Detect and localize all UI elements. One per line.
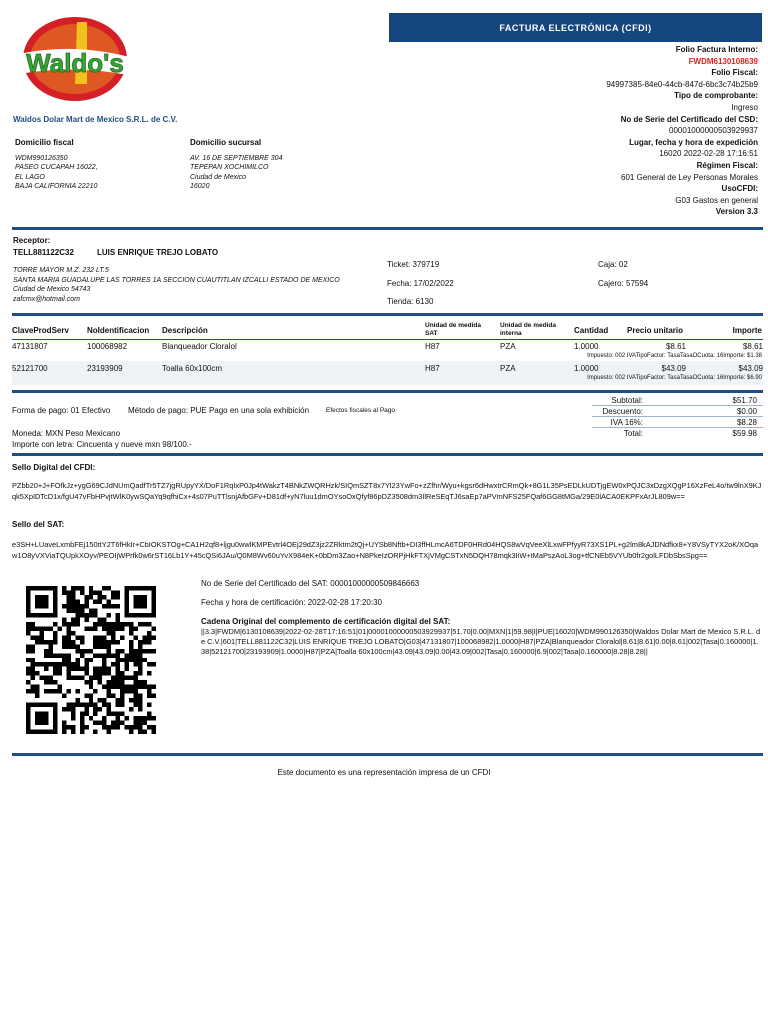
divider [12, 313, 763, 316]
address-line: zafcmx@hotmail.com [13, 295, 81, 303]
folio-interno-label: Folio Factura Interno: [675, 45, 758, 54]
metodo-pago: Método de pago: PUE Pago en una sola exhibición [128, 406, 310, 415]
cell-importe: $8.61 [742, 342, 763, 351]
divider [12, 227, 763, 230]
tipo-comprobante: Ingreso [731, 102, 758, 112]
divider [12, 753, 763, 756]
subtotal-value: $51.70 [732, 396, 757, 405]
totals-rule [592, 405, 763, 406]
lugar-fecha-label: Lugar, fecha y hora de expedición [629, 137, 758, 147]
table-rule [12, 339, 763, 340]
domicilio-fiscal-label: Domicilio fiscal [15, 138, 74, 147]
table-row [12, 364, 763, 374]
col-header-clave: ClaveProdServ [12, 326, 69, 335]
domicilio-sucursal-label: Domicilio sucursal [190, 138, 262, 147]
document-title-banner: FACTURA ELECTRÓNICA (CFDI) [389, 13, 762, 42]
totals-rule [592, 416, 763, 417]
tienda: Tienda: 6130 [387, 297, 434, 306]
cell-clave: 47131807 [12, 342, 48, 351]
fecha-certificacion: Fecha y hora de certificación: 2022-02-28 17:20:30 [201, 598, 383, 607]
sello-sat-value: e3SH+LUaveLxmbFEj150ttY2T6fHkIr+CbIOKSTOg+CA1H2qf8+ljgu0wwlKMPEvtrl4OEj29dZ3jz2ZRktm2tQj+UYSb8Nftb+DI3ffHLmcA6TDF0HRd04HQS8wVqVeeXlLxwFPfyyR73XS1PL+g2lm8kAJDNdfkx8+Y8VSyTYX2oK/XOqaw1O8yVXViaTQUpkXOyv/PEOIjWPrfk0w6rST16Lb1Y+45cQSi6JAu/Q0M8Wv60uYvX984eK+0bDm3Zao+N8PkeIzORPjHkFTXjVMgCSTxN5DQH78mqk3IiW+tMaPszAoL3og+tfCNEb5VYUb0fr2golLFDbSbsSpg== [12, 540, 759, 560]
descuento-label: Descuento: [602, 407, 643, 416]
totals-block [592, 394, 763, 440]
moneda: Moneda: MXN Peso Mexicano [12, 429, 121, 438]
folio-fiscal-label: Folio Fiscal: [711, 68, 758, 78]
importe-letra: Importe con letra: Cincuenta y nueve mxn 98/100.- [12, 440, 192, 449]
cajero: Cajero: 57594 [598, 279, 649, 288]
lugar-fecha: 16020 2022-02-28 17:16:51 [659, 149, 758, 159]
company-name: Waldos Dolar Mart de Mexico S.R.L. de C.V. [13, 115, 178, 124]
col-header-cantidad: Cantidad [574, 326, 609, 335]
fiscal-line: PASEO CUCAPAH 16022, [15, 164, 98, 171]
ticket: Ticket: 379719 [387, 260, 440, 269]
address-line: Ciudad de Mexico 54743 [13, 286, 91, 293]
receptor-label: Receptor: [13, 236, 51, 245]
cell-cantidad: 1.0000 [574, 364, 599, 373]
uso-cfdi-label: UsoCFDI: [721, 184, 758, 194]
cell-unidad-interna: PZA [500, 342, 516, 351]
cell-unidad-sat: H87 [425, 364, 440, 373]
caja: Caja: 02 [598, 260, 628, 269]
cadena-original: ||3.3|FWDM|6130108639|2022-02-28T17:16:51|01|00001000000503929937|51.70|0.00|MXN|1|59.98|I|PUE|16020|WDM990126350|Waldos Dolar Mart de Mexico S.R.L. de C.V.|601|TELL881122C32|LUIS ENRIQUE TREJO LOBATO|G03|47131807|100068982|1.0000|H87|PZA|Blanqueador Cloralol|8.61|8.61|0.00|8.61|002|Tasa|0.160000|1.38|52121700|23193909|1.0000|H87|PZA|Toalla 60x100cm|43.09|43.09|0.00|43.09|002|Tasa|0.160000|6.9|002|Tasa|0.160000|8.28|8.28|| [201, 627, 761, 656]
waldos-logo [15, 14, 135, 102]
fecha: Fecha: 17/02/2022 [387, 279, 454, 288]
branch-line: TEPEPAN XOCHIMILCO [190, 164, 269, 171]
domicilio-fiscal [15, 138, 98, 192]
domicilio-sucursal [190, 138, 282, 192]
table-row [12, 342, 763, 352]
divider [12, 453, 763, 456]
folio-fiscal: 94997385-84e0-44cb-847d-6bc3c74b25b9 [606, 79, 758, 89]
invoice-meta [606, 44, 758, 218]
cell-descripcion: Toalla 60x100cm [162, 364, 223, 373]
cell-precio: $43.09 [661, 364, 686, 373]
receptor-address [13, 266, 340, 304]
branch-line: 16020 [190, 183, 210, 190]
sello-cfdi-value: PZbb20+J+FOfkJz+ygG69CJdNUmQadfTr5TZ7jgRUpyYX/DoF1RqIxP0Jp4tWakzT4BNkZWQRHzk/SIQmSZT8x7Yl23YwFo+zZfhr/Wyu+kgsr6dHwxtrCRmQk+8G1L35PsEDLkUDTjgEW0xPQJC3xDzgXQgP16XzFeL4o/tw9lnX9KJqk5XpIDTcD1x/fgU47vFbHPvjtWlK0ywSQaYq9qfhiCx+4s07PuTTlsnjAfbGFv+D81df+yN7luu1dmOYsoOxQfyf86pDZ3508dm3IlReSEqTJ6saEp7aPVmNFS25FQaf6GG8tMGa/29E0lACA0EKPFxArJL809w== [12, 481, 762, 501]
cell-clave: 52121700 [12, 364, 48, 373]
tipo-comprobante-label: Tipo de comprobante: [674, 91, 758, 101]
receptor-name: LUIS ENRIQUE TREJO LOBATO [97, 248, 219, 257]
sello-cfdi-label: Sello Digital del CFDI: [12, 463, 96, 472]
csd-number: 00001000000503929937 [669, 126, 758, 136]
qr-code [26, 586, 156, 734]
col-header-noid: NoIdentificacion [87, 326, 150, 335]
regimen-label: Régimen Fiscal: [696, 160, 758, 170]
cell-importe: $43.09 [738, 364, 763, 373]
iva-label: IVA 16%: [610, 418, 643, 427]
receptor-rfc: TELL881122C32 [13, 248, 74, 257]
fiscal-line: BAJA CALIFORNIA 22210 [15, 183, 98, 190]
serie-certificado-sat: No de Serie del Certificado del SAT: 00001000000509846663 [201, 579, 420, 588]
tax-detail: Impuesto: 002 IVATipoFactor: TasaTasaOCuota: 16Importe: $6.90 [587, 375, 762, 381]
cell-cantidad: 1.0000 [574, 342, 599, 351]
col-header-unidad-sat: Unidad de medida SAT [425, 322, 481, 337]
divider [12, 390, 763, 393]
cell-descripcion: Blanqueador Cloralol [162, 342, 237, 351]
fiscal-line: WDM990126350 [15, 154, 68, 162]
address-line: TORRE MAYOR M.Z. 232 LT.5 [13, 267, 109, 274]
cell-noid: 23193909 [87, 364, 123, 373]
cell-unidad-sat: H87 [425, 342, 440, 351]
cell-unidad-interna: PZA [500, 364, 516, 373]
cadena-original-label: Cadena Original del complemento de certificación digital del SAT: [201, 617, 451, 626]
fiscal-line: EL LAGO [15, 173, 45, 181]
csd-label: No de Serie del Certificado del CSD: [620, 114, 758, 124]
efectos-fiscales: Efectos fiscales al Pago [326, 407, 396, 414]
folio-interno: FWDM6130108639 [688, 56, 758, 66]
col-header-descripcion: Descripción [162, 326, 208, 335]
version: Version 3.3 [715, 207, 758, 217]
regimen: 601 General de Ley Personas Morales [621, 172, 758, 182]
uso-cfdi: G03 Gastos en general [675, 195, 758, 205]
svg-text:Waldo's: Waldo's [26, 48, 124, 78]
total-value: $59.98 [732, 429, 757, 438]
col-header-importe: Importe [732, 326, 762, 335]
forma-pago: Forma de pago: 01 Efectivo [12, 406, 111, 415]
col-header-unidad-interna: Unidad de medida interna [500, 322, 556, 337]
tax-detail: Impuesto: 002 IVATipoFactor: TasaTasaOCuota: 16Importe: $1.38 [587, 353, 762, 359]
sello-sat-label: Sello del SAT: [12, 520, 65, 529]
branch-line: AV. 16 DE SEPTIEMBRE 304 [190, 154, 283, 162]
descuento-value: $0.00 [736, 407, 757, 416]
totals-rule [592, 427, 763, 428]
footer-note: Este documento es una representación impresa de un CFDI [277, 768, 491, 777]
iva-value: $8.28 [736, 418, 757, 427]
cell-precio: $8.61 [665, 342, 686, 351]
cell-noid: 100068982 [87, 342, 128, 351]
branch-line: Ciudad de Mexico [190, 173, 247, 181]
subtotal-label: Subtotal: [611, 396, 643, 405]
col-header-precio: Precio unitario [627, 326, 684, 335]
total-label: Total: [623, 429, 643, 438]
address-line: SANTA MARIA GUADALUPE LAS TORRES 1A SECCION CUAUTITLAN IZCALLI ESTADO DE MEXICO [13, 276, 340, 284]
